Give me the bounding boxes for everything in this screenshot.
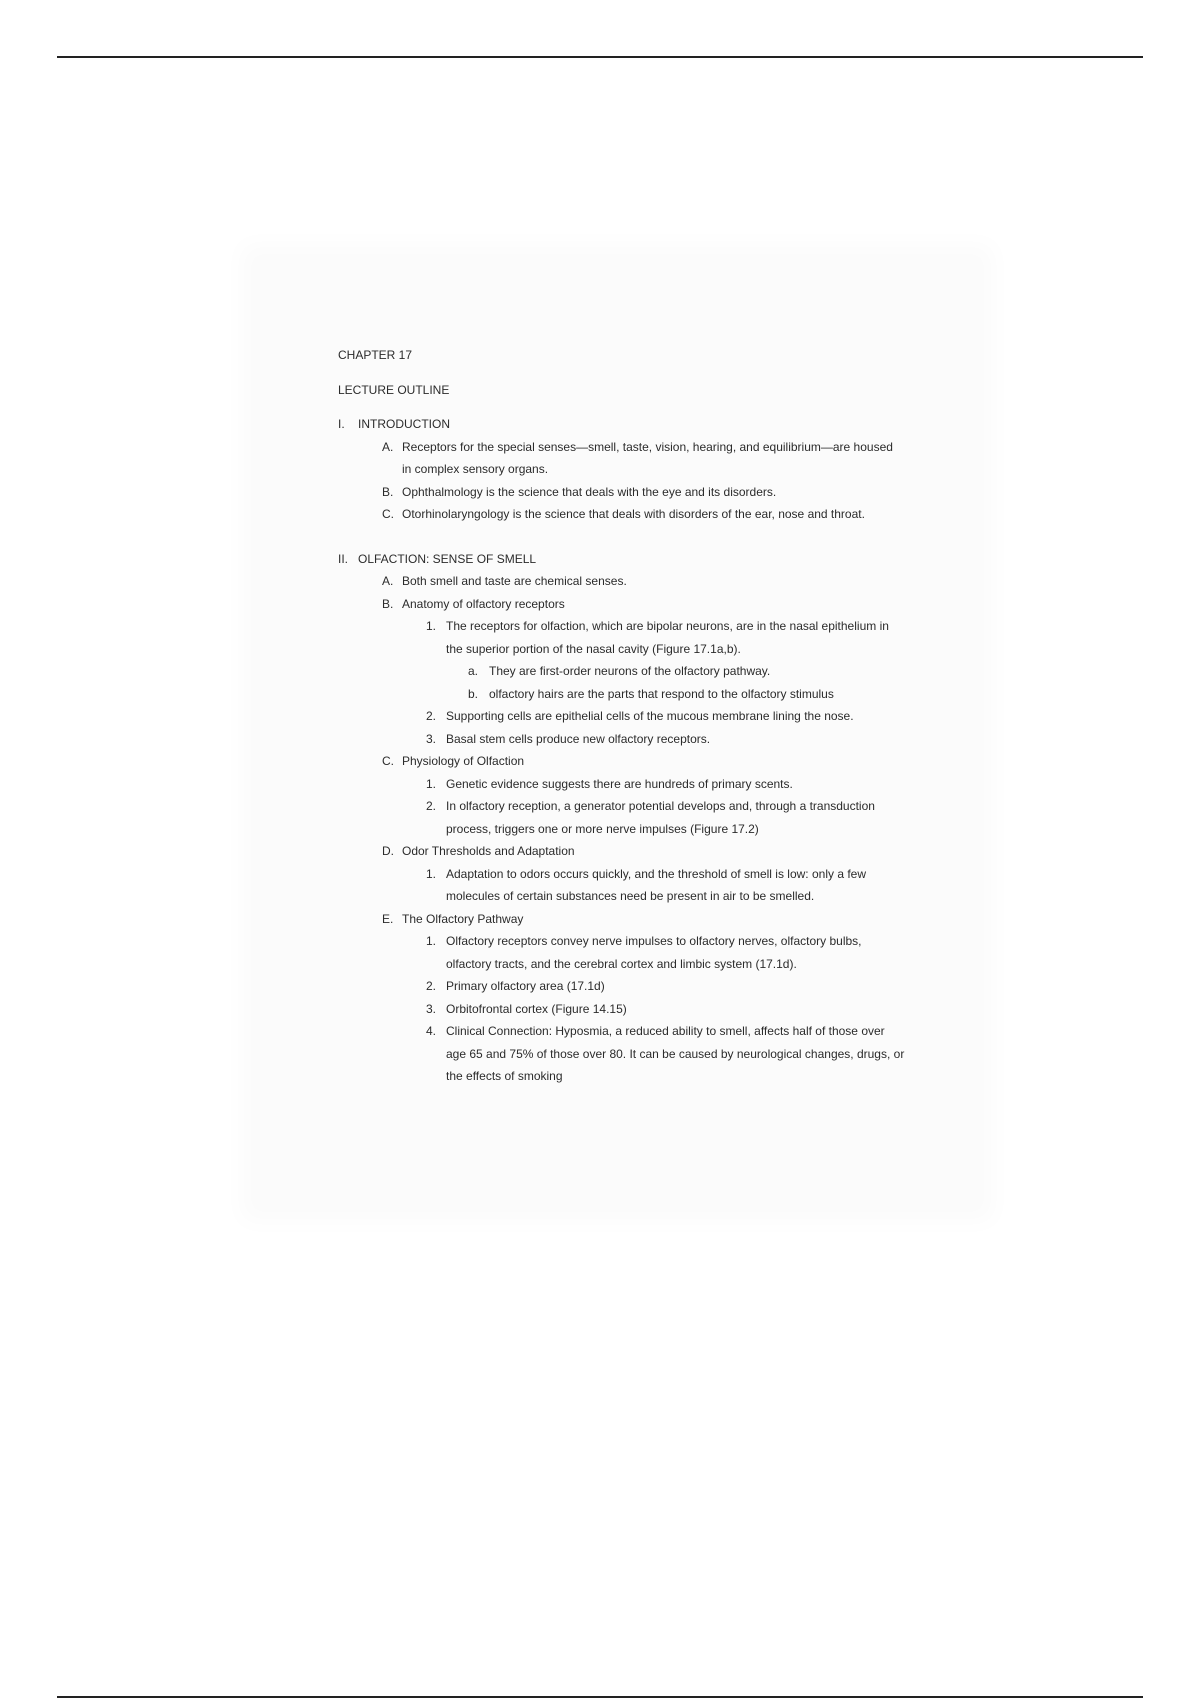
item-marker: 2. [426, 979, 437, 993]
item-text: Supporting cells are epithelial cells of the mucous membrane lining the nose. [446, 709, 854, 723]
outline-item [338, 930, 948, 953]
item-text: Physiology of Olfaction [402, 754, 525, 768]
section-heading-introduction [338, 413, 948, 436]
outline-item-continued [338, 818, 948, 841]
item-text: Genetic evidence suggests there are hundreds of primary scents. [446, 776, 793, 791]
item-text: Clinical Connection: Hyposmia, a reduced ability to smell, affects half of those over [446, 1024, 885, 1038]
outline-item-continued [338, 1043, 948, 1066]
outline-subtitle: LECTURE OUTLINE [338, 382, 450, 397]
item-text: Basal stem cells produce new olfactory receptors. [446, 731, 711, 746]
item-text: They are first-order neurons of the olfactory pathway. [489, 664, 771, 678]
item-marker: 3. [426, 1001, 437, 1016]
outline-item-continued [338, 458, 948, 481]
item-text: Anatomy of olfactory receptors [402, 596, 565, 611]
outline-item [338, 570, 948, 593]
item-marker: b. [468, 686, 479, 701]
item-text: the effects of smoking [446, 1069, 563, 1083]
item-text: Adaptation to odors occurs quickly, and the threshold of smell is low: only a few [446, 866, 866, 881]
item-text: age 65 and 75% of those over 80. It can be caused by neurological changes, drugs, or [446, 1046, 905, 1061]
item-text: the superior portion of the nasal cavity (Figure 17.1a,b). [446, 641, 741, 656]
outline-item [338, 660, 948, 683]
outline-item [338, 998, 948, 1021]
item-marker: 1. [426, 866, 437, 881]
item-text: Ophthalmology is the science that deals with the eye and its disorders. [402, 484, 777, 499]
outline-item [338, 683, 948, 706]
item-text: Primary olfactory area (17.1d) [446, 979, 605, 993]
item-marker: 2. [426, 799, 437, 813]
item-marker: C. [382, 507, 394, 521]
outline-item [338, 593, 948, 616]
item-marker: 1. [426, 776, 437, 791]
outline-item [338, 840, 948, 863]
outline-item [338, 975, 948, 998]
outline-item [338, 481, 948, 504]
item-marker: B. [382, 484, 394, 499]
lecture-outline [338, 344, 948, 1088]
section-number: II. [338, 551, 349, 566]
item-text: in complex sensory organs. [402, 462, 549, 476]
chapter-title: CHAPTER 17 [338, 348, 413, 362]
item-marker: 1. [426, 934, 437, 948]
outline-item [338, 908, 948, 931]
item-marker: 2. [426, 709, 437, 723]
item-marker: 3. [426, 731, 437, 746]
section-title: INTRODUCTION [358, 417, 450, 431]
outline-item [338, 750, 948, 773]
item-text: Odor Thresholds and Adaptation [402, 844, 575, 858]
outline-item-continued [338, 1065, 948, 1088]
item-marker: A. [382, 574, 394, 588]
item-text: olfactory hairs are the parts that respond to the olfactory stimulus [489, 686, 834, 701]
item-marker: 4. [426, 1024, 437, 1038]
item-text: Olfactory receptors convey nerve impulses to olfactory nerves, olfactory bulbs, [446, 934, 862, 948]
outline-item-continued [338, 638, 948, 661]
outline-item-continued [338, 953, 948, 976]
item-text: In olfactory reception, a generator potential develops and, through a transduction [446, 799, 875, 813]
section-title: OLFACTION: SENSE OF SMELL [358, 551, 537, 566]
item-marker: 1. [426, 619, 437, 633]
item-text: Receptors for the special senses—smell, taste, vision, hearing, and equilibrium—are housed [402, 439, 893, 454]
outline-item [338, 503, 948, 526]
item-text: molecules of certain substances need be present in air to be smelled. [446, 889, 815, 903]
item-text: The receptors for olfaction, which are bipolar neurons, are in the nasal epithelium in [446, 619, 889, 633]
outline-item [338, 773, 948, 796]
item-marker: C. [382, 754, 394, 768]
outline-item [338, 863, 948, 886]
item-marker: a. [468, 664, 479, 678]
item-text: The Olfactory Pathway [402, 911, 524, 926]
item-marker: E. [382, 911, 394, 926]
item-marker: D. [382, 844, 394, 858]
item-text: Both smell and taste are chemical senses. [402, 574, 627, 588]
item-marker: B. [382, 596, 394, 611]
outline-item [338, 705, 948, 728]
section-number: I. [338, 417, 345, 431]
item-text: olfactory tracts, and the cerebral cortex and limbic system (17.1d). [446, 956, 797, 971]
item-text: Orbitofrontal cortex (Figure 14.15) [446, 1001, 627, 1016]
item-text: process, triggers one or more nerve impulses (Figure 17.2) [446, 821, 759, 836]
outline-item-continued [338, 885, 948, 908]
bottom-rule [57, 1696, 1143, 1698]
outline-item [338, 436, 948, 459]
outline-item [338, 615, 948, 638]
outline-item [338, 728, 948, 751]
outline-item [338, 795, 948, 818]
section-heading-olfaction [338, 548, 948, 571]
top-rule [57, 56, 1143, 58]
outline-item [338, 1020, 948, 1043]
item-text: Otorhinolaryngology is the science that deals with disorders of the ear, nose and throat. [402, 507, 865, 521]
item-marker: A. [382, 439, 394, 454]
